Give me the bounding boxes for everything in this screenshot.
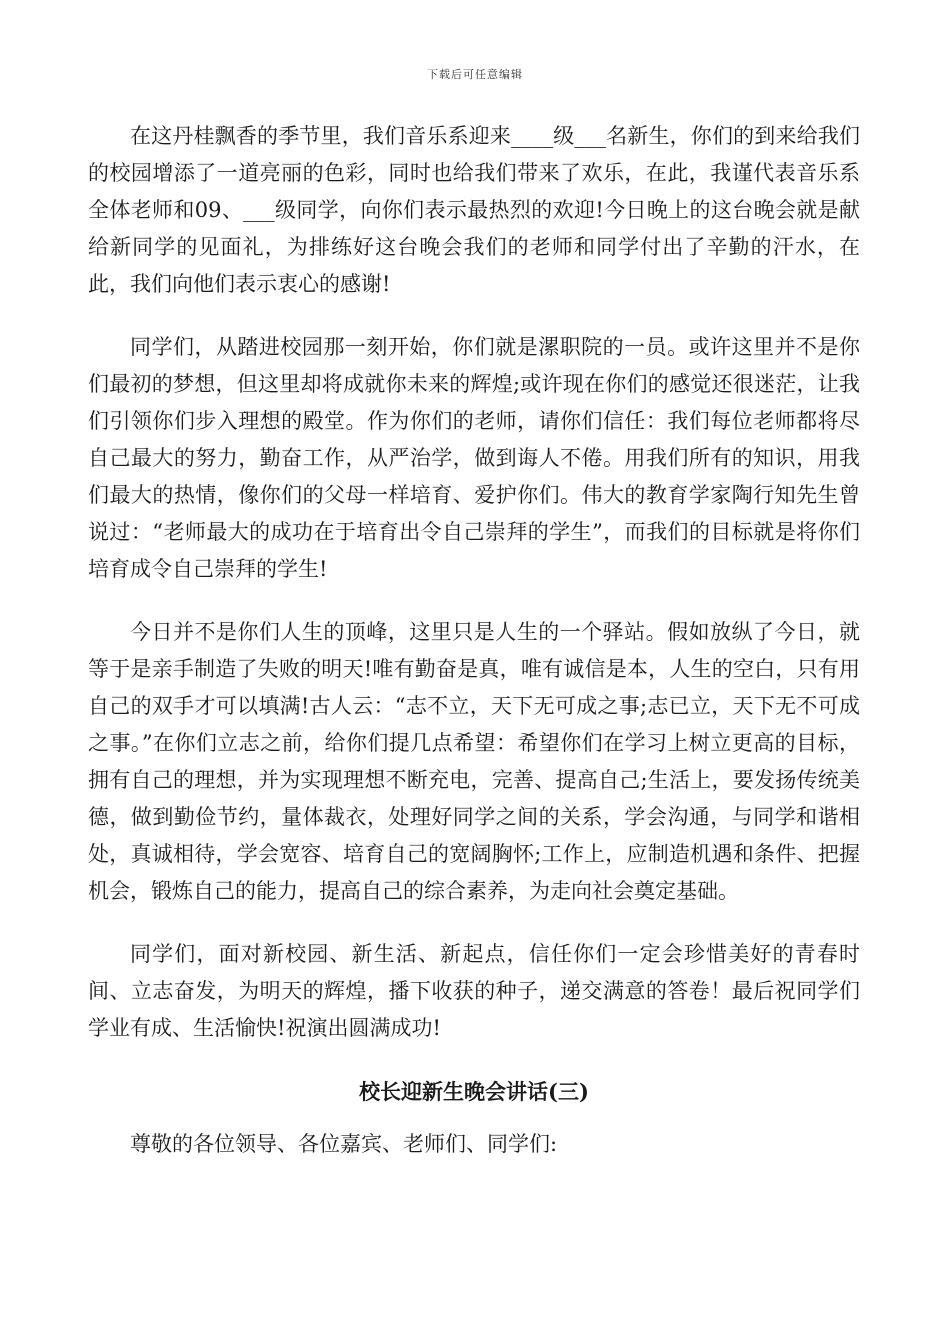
section-title: 校长迎新生晚会讲话(三) [359, 1079, 589, 1104]
document-body [88, 118, 860, 1163]
header-note: 下载后可任意编辑 [427, 68, 523, 81]
paragraph-welcome: 在这丹桂飘香的季节里，我们音乐系迎来____级___名新生，你们的到来给我们的校园增添了一道亮丽的色彩，同时也给我们带来了欢乐，在此，我谨代表音乐系全体老师和09、___级同学，向你们表示最热烈的欢迎!今日晚上的这台晚会就是献给新同学的见面礼，为排练好这台晚会我们的老师和同学付出了辛勤的汗水，在此，我们向他们表示衷心的感谢! [88, 124, 860, 296]
salutation: 尊敬的各位领导、各位嘉宾、老师们、同学们: [130, 1132, 558, 1156]
paragraph-closing: 同学们，面对新校园、新生活、新起点，信任你们一定会珍惜美好的青春时间、立志奋发，为明天的辉煌，播下收获的种子，递交满意的答卷！最后祝同学们学业有成、生活愉快!祝演出圆满成功! [88, 942, 860, 1040]
paragraph-hopes: 今日并不是你们人生的顶峰，这里只是人生的一个驿站。假如放纵了今日，就等于是亲手制造了失败的明天!唯有勤奋是真，唯有诚信是本，人生的空白，只有用自己的双手才可以填满!古人云：“志不立，天下无可成之事;志已立，天下无不可成之事。”在你们立志之前，给你们提几点希望：希望你们在学习上树立更高的目标，拥有自己的理想，并为实现理想不断充电，完善、提高自己;生活上，要发扬传统美德，做到勤俭节约，量体裁衣，处理好同学之间的关系，学会沟通，与同学和谐相处，真诚相待，学会宽容、培育自己的宽阔胸怀;工作上，应制造机遇和条件、把握机会，锻炼自己的能力，提高自己的综合素养，为走向社会奠定基础。 [88, 620, 860, 903]
paragraph-teachers-promise: 同学们，从踏进校园那一刻开始，你们就是漯职院的一员。或许这里并不是你们最初的梦想，但这里却将成就你未来的辉煌;或许现在你们的感觉还很迷茫，让我们引领你们步入理想的殿堂。作为你们的老师，请你们信任：我们每位老师都将尽自己最大的努力，勤奋工作，从严治学，做到诲人不倦。用我们所有的知识，用我们最大的热情，像你们的父母一样培育、爱护你们。伟大的教育学家陶行知先生曾说过：“老师最大的成功在于培育出令自己崇拜的学生”，而我们的目标就是将你们培育成令自己崇拜的学生! [88, 335, 860, 581]
